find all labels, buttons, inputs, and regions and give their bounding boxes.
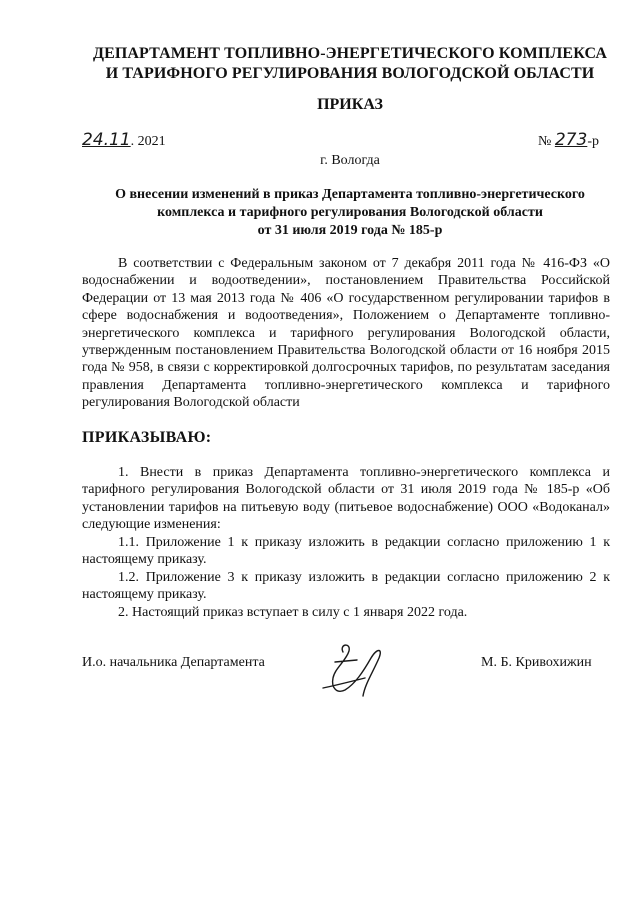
handwritten-signature <box>305 636 395 706</box>
subject-line-3: от 31 июля 2019 года № 185-р <box>257 223 443 238</box>
item-2: 2. Настоящий приказ вступает в силу с 1 января 2022 года. <box>118 605 468 620</box>
number-suffix: -р <box>587 134 599 149</box>
preamble-paragraph: В соответствии с Федеральным законом от 7 декабря 2011 года № 416-ФЗ «О водоснабжении и водоотведении», постановлением Правительства Российской Федерации от 13 мая 2013 года № 406 «О государственном регулировании тарифов в сфере водоснабжения и водоотведения», Положением о Департаменте топливно-энергетического комплекса и тарифного регулирования Вологодской области, утвержденным постановлением Правительства Вологодской области от 16 ноября 2015 года № 958, в связи с корректировкой долгосрочных тарифов, по результатам заседания правления Департамента топливно-энергетического комплекса и тарифного регулирования Вологодской области <box>82 256 610 411</box>
order-subject <box>60 186 640 240</box>
department-header <box>60 44 640 84</box>
item-1: 1. Внести в приказ Департамента топливно-энергетического комплекса и тарифного регулирования Вологодской области от 31 июля 2019 года № 185-р «Об установлении тарифов на питьевую воду (питьевое водоснабжение) ООО «Водоканал» следующие изменения: <box>82 465 610 533</box>
handwritten-date: 24.11 <box>82 130 131 150</box>
city: г. Вологда <box>320 153 380 168</box>
header-line-1: ДЕПАРТАМЕНТ ТОПЛИВНО-ЭНЕРГЕТИЧЕСКОГО КОМПЛЕКСА <box>92 45 608 62</box>
subject-line-2: комплекса и тарифного регулирования Вологодской области <box>157 205 543 220</box>
order-heading: ПРИКАЗЫВАЮ: <box>82 429 212 446</box>
date-year: . 2021 <box>130 134 166 149</box>
signatory-position: И.о. начальника Департамента <box>82 655 265 670</box>
item-1-1: 1.1. Приложение 1 к приказу изложить в редакции согласно приложению 1 к настоящему приказу. <box>82 535 610 568</box>
item-1-2: 1.2. Приложение 3 к приказу изложить в редакции согласно приложению 2 к настоящему приказу. <box>82 570 610 603</box>
handwritten-number: 273 <box>554 130 588 150</box>
order-number <box>538 130 599 150</box>
header-line-2: И ТАРИФНОГО РЕГУЛИРОВАНИЯ ВОЛОГОДСКОЙ ОБЛАСТИ <box>105 65 595 82</box>
order-date <box>82 130 166 150</box>
number-prefix: № <box>538 134 552 149</box>
signatory-name: М. Б. Кривохижин <box>481 655 592 670</box>
subject-line-1: О внесении изменений в приказ Департамента топливно-энергетического <box>115 187 585 202</box>
order-title: ПРИКАЗ <box>317 96 383 113</box>
